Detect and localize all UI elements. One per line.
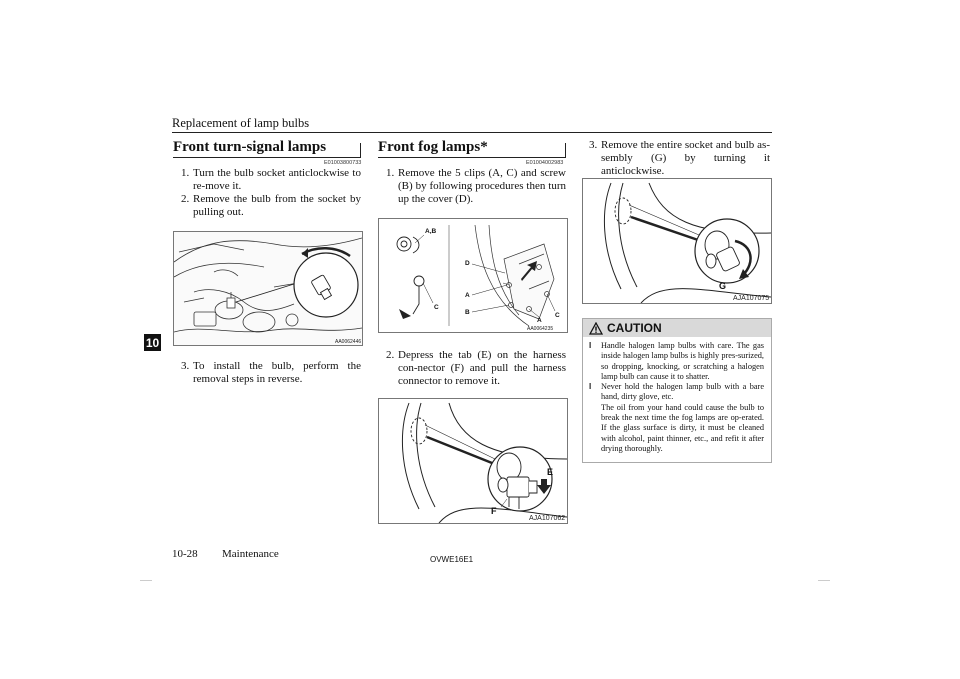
label-b: B — [465, 309, 470, 316]
turn-signal-code: E01003800733 — [324, 160, 362, 166]
fog-code: E01004002983 — [526, 160, 564, 166]
step-item — [589, 139, 770, 178]
crop-mark — [140, 580, 152, 581]
fog-title: Front fog lamps* — [378, 139, 488, 155]
step-number: 2. — [181, 193, 190, 205]
step-text: To install the bulb, perform the removal steps in reverse. — [193, 360, 361, 385]
fog-figure-connector — [378, 398, 568, 524]
label-f: F — [491, 506, 497, 516]
turn-signal-title-rule — [173, 157, 361, 158]
caution-title: CAUTION — [607, 321, 662, 335]
label-g: G — [719, 281, 727, 291]
caution-header — [583, 319, 771, 337]
turn-signal-steps — [181, 167, 361, 219]
label-e: E — [547, 467, 554, 477]
caution-note — [583, 403, 771, 454]
caution-item — [583, 341, 771, 382]
fog-title-rule — [378, 157, 566, 158]
doc-code: OVWE16E1 — [430, 555, 474, 564]
figure-code: AA0064235 — [527, 326, 554, 332]
step-text: Remove the bulb from the socket by pulling out. — [193, 193, 361, 218]
figure-code: AA0062446 — [335, 339, 362, 345]
label-ab: A,B — [425, 228, 437, 235]
fog-steps-3 — [589, 139, 770, 178]
fog-figure-socket — [582, 178, 772, 304]
step-item — [386, 349, 566, 388]
label-a-right: A — [537, 317, 542, 324]
figure-code: AJA107062 — [529, 515, 566, 522]
footer-section: Maintenance — [222, 548, 279, 560]
label-d: D — [465, 260, 470, 267]
socket-removal-illustration — [583, 179, 771, 303]
step-text: Depress the tab (E) on the harness con-nector (F) and pull the harness connector to remove it. — [398, 349, 566, 387]
caution-body — [583, 337, 771, 454]
fog-steps-2 — [386, 349, 566, 388]
running-header: Replacement of lamp bulbs — [172, 116, 310, 130]
step-number: 2. — [386, 349, 395, 361]
label-c-left: C — [434, 304, 439, 311]
label-a: A — [465, 292, 470, 299]
step-item — [181, 193, 361, 219]
caution-box — [582, 318, 772, 463]
fog-steps — [386, 167, 566, 206]
figure-code: AJA107075 — [733, 295, 770, 302]
step-number: 3. — [589, 139, 598, 151]
step-item — [386, 167, 566, 206]
step-number: 3. — [181, 360, 190, 372]
fog-figure-clips — [378, 218, 568, 333]
turn-signal-steps-cont — [181, 360, 361, 386]
fog-title-tick — [565, 143, 566, 157]
step-item — [181, 167, 361, 193]
header-rule — [172, 132, 772, 133]
bullet-icon: l — [589, 382, 592, 392]
caution-item — [583, 382, 771, 403]
turn-signal-title-tick — [360, 143, 361, 157]
step-text: Remove the 5 clips (A, C) and screw (B) by following procedures then turn up the cover (D). — [398, 167, 566, 205]
caution-note-text: The oil from your hand could cause the bulb to break the next time the fog lamps are op-erated. If the glass surface is dirty, it must be cleaned with alcohol, paint thinner, etc., and refit it after drying thoroughly. — [601, 402, 764, 453]
turn-signal-figure — [173, 231, 363, 346]
caution-item-text: Never hold the halogen lamp bulb with a bare hand, dirty glove, etc. — [601, 382, 764, 402]
engine-bay-illustration — [174, 232, 362, 345]
page-number: 10-28 — [172, 548, 198, 560]
crop-mark — [818, 580, 830, 581]
step-text: Remove the entire socket and bulb as-sembly (G) by turning it anticlockwise. — [601, 139, 770, 177]
step-number: 1. — [386, 167, 395, 179]
turn-signal-title: Front turn-signal lamps — [173, 139, 327, 155]
caution-item-text: Handle halogen lamp bulbs with care. The gas inside halogen lamp bulbs is highly pres-surized, so dropping, knocking, or scratching a halogen lamp bulb can cause it to shatter. — [601, 341, 764, 381]
step-text: Turn the bulb socket anticlockwise to re-move it. — [193, 167, 361, 192]
step-number: 1. — [181, 167, 190, 179]
clips-and-cover-illustration — [379, 219, 567, 332]
step-item — [181, 360, 361, 386]
label-c-right: C — [555, 312, 560, 319]
chapter-tab[interactable]: 10 — [145, 335, 160, 350]
bullet-icon: l — [589, 341, 592, 350]
warning-triangle-icon — [589, 322, 603, 335]
harness-connector-illustration — [379, 399, 567, 523]
